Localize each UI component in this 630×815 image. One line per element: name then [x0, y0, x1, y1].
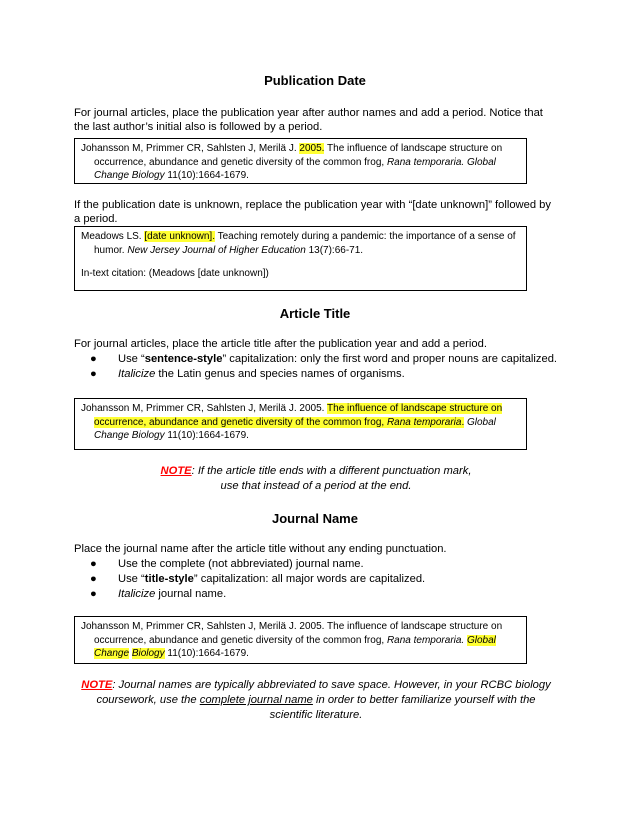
- publication-date-intro: For journal articles, place the publication year after author names and add a period. Notice that the last author’s initial also is followed by a period.: [74, 107, 543, 133]
- ref-date-highlight: [date unknown].: [144, 231, 215, 242]
- ref-volume: 11(10):1664-1679.: [167, 430, 249, 441]
- note-journal-name: NOTE: Journal names are typically abbreviated to save space. However, in your RCBC biology coursework, use the complete journal name in order to better familiarize yourself with the scientific literature.: [81, 679, 551, 721]
- bullet-icon: ●: [90, 368, 97, 380]
- bullet-icon: ●: [90, 558, 97, 570]
- ref-journal-highlight: Global Change: [94, 634, 496, 659]
- ref-volume: 11(10):1664-1679.: [167, 648, 249, 659]
- example-box-date-unknown: [74, 226, 527, 291]
- reference-entry: [81, 620, 520, 661]
- ref-title: Teaching remotely during a pandemic: the importance of a sense of humor.: [94, 231, 516, 256]
- note-label: NOTE: [160, 465, 192, 477]
- note-article-title: NOTE: If the article title ends with a different punctuation mark, use that instead of a period at the end.: [160, 465, 472, 492]
- underlined-phrase: complete journal name: [199, 694, 313, 706]
- bullet-icon: ●: [90, 353, 97, 365]
- ref-species: Rana temporaria.: [386, 634, 465, 646]
- ref-title: The influence of landscape structure on occurrence, abundance and genetic diversity of the common frog,: [94, 143, 503, 168]
- ref-species: Rana temporaria.: [386, 156, 465, 168]
- journal-name-intro: Place the journal name after the article title without any ending punctuation.: [74, 543, 447, 555]
- ref-authors: Johansson M, Primmer CR, Sahlsten J, Merilä J. 2005. The influence of landscape structure on occurrence, abundance and genetic diversity of the common frog,: [81, 621, 503, 646]
- bullet-icon: ●: [90, 588, 97, 600]
- in-text-citation: In-text citation: (Meadows [date unknown]): [81, 268, 269, 279]
- ref-journal: Global Change Biology: [94, 156, 496, 181]
- ref-volume: 13(7):66-71.: [308, 244, 364, 256]
- ref-authors: Johansson M, Primmer CR, Sahlsten J, Merilä J.: [81, 143, 297, 154]
- example-box-journal-name: [74, 616, 527, 664]
- ref-journal-highlight: Biology: [131, 648, 165, 659]
- ref-journal: Global Change Biology: [94, 416, 496, 441]
- journal-name-heading: Journal Name: [272, 511, 358, 526]
- bullet-text: Italicize the Latin genus and species names of organisms.: [118, 368, 405, 380]
- bullet-text: Use “sentence-style” capitalization: only the first word and proper nouns are capitalized.: [118, 353, 558, 365]
- ref-title-highlight: The influence of landscape structure on occurrence, abundance and genetic diversity of the common frog, Rana temporaria.: [94, 403, 503, 428]
- bullet-icon: ●: [90, 573, 97, 585]
- bullet-text: Use the complete (not abbreviated) journal name.: [118, 558, 364, 570]
- bullet-text: Use “title-style” capitalization: all major words are capitalized.: [118, 573, 426, 585]
- note-label: NOTE: [81, 679, 113, 691]
- example-box-article-title: [74, 398, 527, 450]
- article-title-heading: Article Title: [279, 306, 351, 321]
- bullet-text: Italicize journal name.: [118, 588, 227, 600]
- ref-journal: New Jersey Journal of Higher Education: [127, 244, 306, 256]
- reference-entry: [81, 402, 520, 443]
- date-unknown-text: If the publication date is unknown, replace the publication year with “[date unknown]” followed by a period.: [74, 199, 551, 225]
- example-box-publication-year: [74, 138, 527, 184]
- ref-authors: Johansson M, Primmer CR, Sahlsten J, Merilä J. 2005.: [81, 403, 325, 414]
- ref-author: Meadows LS.: [81, 231, 142, 242]
- reference-entry: [81, 230, 520, 257]
- reference-entry: [81, 142, 520, 183]
- ref-volume: 11(10):1664-1679.: [167, 170, 249, 181]
- article-title-intro: For journal articles, place the article title after the publication year and add a period.: [74, 338, 487, 350]
- publication-date-heading: Publication Date: [264, 73, 366, 88]
- ref-year-highlight: 2005.: [299, 143, 325, 154]
